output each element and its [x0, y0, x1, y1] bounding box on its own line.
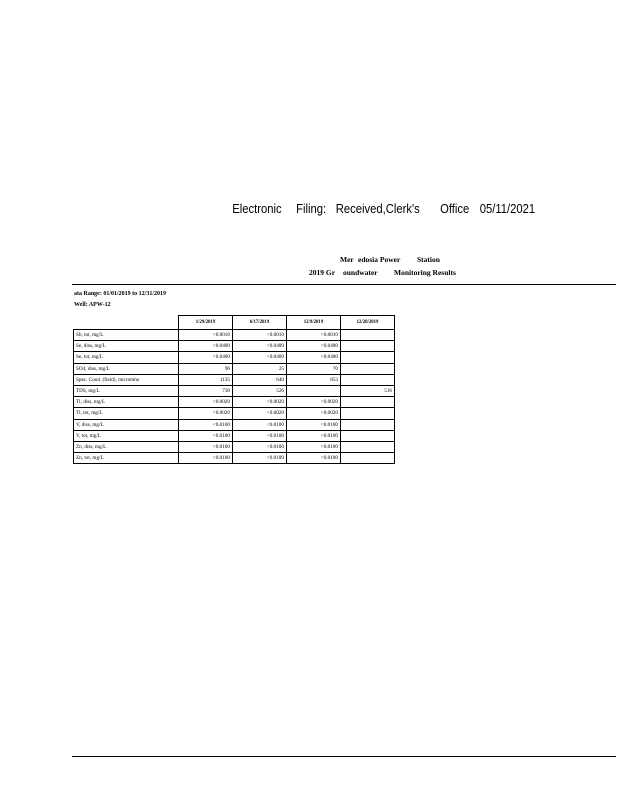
value-cell: 1135: [179, 374, 233, 385]
value-cell: [341, 341, 395, 352]
parameter-cell: SO4, diss, mg/L: [74, 363, 179, 374]
value-cell: <0.0100: [233, 441, 287, 452]
table-row: [74, 374, 395, 385]
stamp-word-office: Office: [440, 202, 470, 216]
value-cell: 96: [179, 363, 233, 374]
value-cell: 730: [179, 385, 233, 396]
value-cell: <0.0100: [287, 419, 341, 430]
stamp-word-electronic: Electronic: [232, 202, 282, 216]
column-header: 1/29/2019: [179, 316, 233, 330]
table-row: [74, 419, 395, 430]
value-cell: <0.0020: [287, 397, 341, 408]
header-title-part2: oundwater: [343, 268, 378, 277]
parameter-cell: Se, diss, mg/L: [74, 341, 179, 352]
value-cell: <0.0100: [233, 419, 287, 430]
value-cell: 853: [287, 374, 341, 385]
value-cell: [341, 352, 395, 363]
value-cell: 516: [341, 385, 395, 396]
value-cell: <0.0400: [233, 352, 287, 363]
value-cell: 70: [287, 363, 341, 374]
value-cell: <0.0100: [179, 453, 233, 464]
column-header: 12/9/2019: [287, 316, 341, 330]
value-cell: <0.0400: [179, 341, 233, 352]
value-cell: [341, 330, 395, 341]
header-station-part2: edosia Power: [358, 255, 401, 264]
column-header: 12/20/2019: [341, 316, 395, 330]
value-cell: <0.0400: [287, 341, 341, 352]
value-cell: <0.0100: [287, 441, 341, 452]
value-cell: <0.0100: [287, 453, 341, 464]
parameter-cell: V, tot, mg/L: [74, 430, 179, 441]
parameter-cell: Zn, tot, mg/L: [74, 453, 179, 464]
value-cell: [341, 374, 395, 385]
well-label: Well: APW-12: [74, 302, 111, 308]
table-row: [74, 363, 395, 374]
table-header-row: [74, 316, 395, 330]
table-row: [74, 385, 395, 396]
value-cell: [287, 385, 341, 396]
table-row: [74, 341, 395, 352]
stamp-date: 05/11/2021: [479, 202, 536, 216]
results-table: [73, 315, 395, 464]
table-row: [74, 408, 395, 419]
value-cell: [341, 408, 395, 419]
value-cell: [341, 430, 395, 441]
value-cell: <0.0100: [233, 430, 287, 441]
value-cell: <0.0020: [233, 397, 287, 408]
top-divider: [72, 284, 616, 285]
value-cell: 526: [233, 385, 287, 396]
value-cell: <0.0400: [233, 341, 287, 352]
table-corner: [74, 316, 179, 330]
value-cell: <0.0020: [179, 408, 233, 419]
value-cell: 25: [233, 363, 287, 374]
parameter-cell: TDS, mg/L: [74, 385, 179, 396]
value-cell: <0.0100: [287, 430, 341, 441]
value-cell: <0.0400: [179, 352, 233, 363]
data-range-label: ata Range: 01/01/2019 to 12/31/2019: [74, 291, 166, 297]
parameter-cell: Tl, diss, mg/L: [74, 397, 179, 408]
bottom-divider: [72, 756, 616, 757]
parameter-cell: Tl, tot, mg/L: [74, 408, 179, 419]
value-cell: [341, 363, 395, 374]
value-cell: <0.0100: [233, 453, 287, 464]
value-cell: [341, 397, 395, 408]
parameter-cell: Sb, tot, mg/L: [74, 330, 179, 341]
parameter-cell: Se, tot, mg/L: [74, 352, 179, 363]
value-cell: <0.0020: [233, 408, 287, 419]
value-cell: <0.0010: [233, 330, 287, 341]
header-station-part3: Station: [417, 255, 440, 264]
table-row: [74, 330, 395, 341]
value-cell: <0.0010: [287, 330, 341, 341]
table-row: [74, 352, 395, 363]
value-cell: 640: [233, 374, 287, 385]
value-cell: <0.0400: [287, 352, 341, 363]
table-row: [74, 441, 395, 452]
table-row: [74, 430, 395, 441]
parameter-cell: Spec. Cond. (field), micromho: [74, 374, 179, 385]
stamp-word-filing: Filing:: [296, 202, 327, 216]
value-cell: <0.0100: [179, 419, 233, 430]
table-row: [74, 397, 395, 408]
value-cell: <0.0020: [179, 397, 233, 408]
parameter-cell: Zn, diss, mg/L: [74, 441, 179, 452]
value-cell: <0.0020: [287, 408, 341, 419]
value-cell: <0.0010: [179, 330, 233, 341]
stamp-word-received: Received,Clerk's: [335, 202, 420, 216]
header-title-part3: Monitoring Results: [394, 268, 456, 277]
parameter-cell: V, diss, mg/L: [74, 419, 179, 430]
value-cell: [341, 453, 395, 464]
value-cell: [341, 441, 395, 452]
value-cell: <0.0100: [179, 430, 233, 441]
value-cell: <0.0100: [179, 441, 233, 452]
header-station-part1: Mer: [340, 255, 354, 264]
header-title-part1: 2019 Gr: [309, 268, 336, 277]
value-cell: [341, 419, 395, 430]
table-row: [74, 453, 395, 464]
column-header: 6/17/2019: [233, 316, 287, 330]
